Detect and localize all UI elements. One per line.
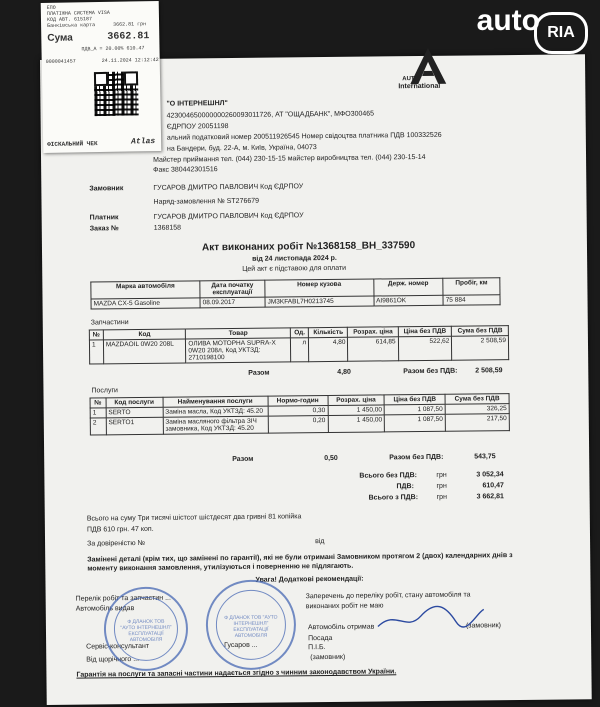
logo-line1: AUTO [402, 76, 420, 83]
parts-cell: ОЛИВА МОТОРНА SUPRA-X 0W20 208л, Код УКТЗД: 2710198100 [186, 338, 291, 363]
car-cell: MAZDA CX-5 Gasoline [91, 298, 200, 309]
worn-parts-label: Від щорічного ... [86, 655, 140, 664]
services-cell: SERTO1 [106, 417, 163, 435]
car-header-cell: Пробіг, км [443, 278, 500, 296]
services-cell: 1 087,50 [385, 414, 446, 432]
parts-cell: 2 508,59 [452, 336, 509, 361]
parts-cell: 4,80 [309, 337, 349, 361]
qr-code-icon [94, 71, 139, 116]
parts-header-cell: Товар [186, 328, 291, 339]
pib-label: П.І.Б. [308, 644, 326, 652]
footer-right-line1: Заперечень до переліку робіт, стану автомобіля та [305, 591, 471, 601]
company-stamp: Ф ДЛАНОК ТОВ "АУТО ІНТЕРНЕШНЛ" ЕКСПЛУАТАЦІЇ АВТОМОБІЛЯ [205, 579, 296, 670]
total-with-vat-value: 3 662,81 [476, 493, 504, 501]
services-table [90, 393, 510, 435]
services-cell: 1 [90, 408, 106, 418]
proxy-label: За довіреністю № [87, 539, 146, 548]
company-edrpou: ЄДРПОУ 20051198 [166, 123, 229, 131]
parts-total-qty: 4,80 [337, 368, 351, 376]
parts-total-sum-label: Разом без ПДВ: [403, 367, 458, 376]
parts-cell: 1 [89, 340, 103, 364]
services-header-cell: Розрах. ціна [328, 395, 385, 406]
return-note: Замінені деталі (крім тих, що замінені по гарантії), які не були отримані Замовником протягом 2 (двох) календарних днів з моменту виконання замовлення, утилізуються і поверненню не підлягають. [87, 552, 513, 573]
company-account: 423004650000000260093011726, АТ "ОЩАДБАНК", МФО300465 [166, 110, 375, 120]
car-cell: JM3KFABL7H0213745 [265, 296, 374, 307]
car-header-cell: Марка автомобіля [91, 281, 200, 299]
services-cell: 0,30 [268, 406, 328, 417]
total-label: Всього без ПДВ: [359, 472, 418, 480]
parts-cell: MAZDAOIL 0W20 208L [103, 339, 186, 364]
payer-label: Платник [89, 214, 119, 222]
table-row [89, 336, 508, 364]
act-subtitle: Цей акт є підставою для оплати [242, 264, 347, 273]
car-table [90, 277, 500, 309]
services-cell: 326,25 [445, 404, 509, 415]
services-section-label: Послуги [91, 387, 118, 395]
parts-cell: 614,85 [348, 337, 398, 362]
vat-currency: грн [436, 482, 447, 490]
services-total-qty: 0,50 [324, 454, 338, 463]
total-value: 3 052,34 [476, 471, 504, 479]
receipt-vat: ПДВ_А = 20.00% 610.47 [81, 45, 145, 53]
receipt-datetime: 24.11.2024 12:12:42 [101, 56, 159, 64]
car-cell: 75 884 [443, 295, 500, 306]
services-cell: 217,50 [445, 414, 509, 432]
parts-table [89, 325, 509, 364]
guarantee-note: Гарантія на послуги та запасні частини надається згідно з чинним законодавством України. [76, 668, 397, 679]
receipt-line: ПЛАТІЖНА СИСТЕМА VISA [46, 9, 110, 17]
act-date: від 24 листопада 2024 р. [252, 254, 337, 263]
receipt-card-amount: 3662.81 грн [113, 21, 147, 28]
services-header-cell: Сума без ПДВ [445, 394, 509, 405]
car-header-cell: Дата початку експлуатації [200, 280, 265, 298]
receipt-brand: Atlas [131, 137, 156, 147]
parts-header-cell: Кількість [309, 327, 348, 337]
services-cell: 1 450,00 [328, 415, 385, 433]
services-cell: 1 087,50 [384, 404, 445, 415]
total-currency: грн [436, 471, 447, 479]
parts-header-cell: № [89, 330, 103, 340]
services-header-cell: № [90, 398, 106, 408]
company-tax: альний податковий номер 200511926545 Номер свідоцтва платника ПДВ 100332526 [166, 131, 442, 142]
logo-line2: International [398, 82, 441, 91]
services-cell: Заміна масла, Код УКТЗД: 45.20 [163, 406, 268, 417]
services-cell: Заміна масляного фільтра ЗІЧ замовника, Код УКТЗД: 45.20 [163, 416, 268, 434]
services-total-label: Разом [232, 455, 254, 464]
received-label: Автомобіль отримав [307, 623, 375, 632]
car-cell: AI9861OK [374, 295, 444, 306]
proxy-from: від [315, 538, 325, 546]
services-header-cell: Код послуги [106, 397, 163, 408]
services-cell: 2 [90, 418, 106, 435]
company-address: на Бандери, буд. 22-А, м. Київ, Україна, 04073 [166, 144, 317, 153]
order-number: Наряд-замовлення № ST276679 [153, 197, 260, 206]
car-cell: 08.09.2017 [200, 297, 265, 308]
consultant-name: Гусаров ... [224, 641, 258, 650]
vat-value: 610,47 [482, 482, 504, 490]
order-no-label: Заказ № [89, 225, 119, 233]
ria-logo-badge: RIA [534, 12, 588, 54]
vat-in-words: ПДВ 610 грн. 47 коп. [86, 525, 154, 534]
company-phones: Майстер приймання тел. (044) 230-15-15 майстер виробництва тел. (044) 230-15-14 [153, 153, 426, 164]
customer-value: ГУСАРОВ ДМИТРО ПАВЛОВИЧ Код ЄДРПОУ [153, 183, 304, 192]
services-cell: 1 450,00 [328, 405, 385, 416]
payer-value: ГУСАРОВ ДМИТРО ПАВЛОВИЧ Код ЄДРПОУ [153, 212, 304, 221]
services-cell: 0,20 [268, 416, 328, 434]
services-header-cell: Найменування послуги [163, 396, 268, 407]
parts-total-label: Разом [248, 369, 270, 377]
services-header-cell: Ціна без ПДВ [384, 394, 445, 405]
receipt-sum-label: Сума [47, 32, 73, 44]
act-title: Акт виконаних робіт №1368158_ВН_337590 [201, 240, 416, 254]
receipt-sum-value: 3662.81 [107, 31, 150, 43]
order-no-value: 1368158 [153, 224, 182, 232]
parts-cell: 522,62 [398, 336, 452, 361]
footer-right-line2: виконаних робіт не маю [305, 602, 384, 611]
parts-total-sum: 2 508,59 [475, 367, 503, 375]
parts-cell: л [291, 338, 309, 362]
parts-header-cell: Ціна без ПДВ [398, 326, 452, 337]
parts-header-cell: Код [103, 329, 186, 340]
position-label: Посада [308, 634, 333, 643]
parts-section-label: Запчастини [90, 319, 129, 327]
car-header-cell: Держ. номер [373, 278, 443, 296]
services-total-sum-label: Разом без ПДВ: [389, 453, 444, 462]
autoria-logo-text: auto [476, 4, 540, 37]
services-cell: SERTO [106, 407, 163, 418]
company-name: "О ІНТЕРНЕШНЛ" [166, 100, 228, 108]
receipt-number: 0000041457 [45, 58, 76, 65]
total-with-vat-currency: грн [436, 493, 447, 501]
receipt-fiscal-label: ФІСКАЛЬНИЙ ЧЕК [47, 140, 98, 148]
customer-label: Замовник [89, 185, 124, 193]
signature-icon [376, 603, 486, 634]
customer-tag: (замовник) [465, 622, 502, 630]
services-total-sum: 543,75 [474, 453, 496, 461]
company-stamp: Ф ДЛАНОК ТОВ "АУТО ІНТЕРНЕШНЛ" ЕКСПЛУАТАЦІЇ АВТОМОБІЛЯ [104, 586, 189, 671]
receipt-line: Банківська карта [47, 22, 96, 29]
vat-label: ПДВ: [396, 483, 414, 491]
parts-header-cell: Од. [291, 328, 309, 338]
services-header-cell: Нормо-годин [268, 396, 328, 407]
company-fax: Факс 380442301516 [153, 166, 218, 174]
receipt-line: КОД АВТ. 615187 [46, 16, 93, 23]
car-header-cell: Номер кузова [265, 279, 374, 297]
total-with-vat-label: Всього з ПДВ: [368, 494, 419, 502]
table-row [90, 414, 509, 435]
customer-tag-2: (замовник) [310, 653, 346, 662]
parts-header-cell: Розрах. ціна [348, 327, 398, 338]
fiscal-receipt [41, 1, 162, 153]
attention-label: Увага! Додаткові рекомендації: [255, 575, 364, 584]
service-consultant-label: Сервіс-консультант [86, 642, 150, 651]
footer-left-line1: Перелік робіт та запчастин ... [75, 594, 171, 603]
footer-left-line2: Автомобіль видав [75, 605, 135, 613]
work-act-document [40, 54, 592, 705]
parts-header-cell: Сума без ПДВ [452, 326, 509, 337]
sum-in-words: Всього на суму Три тисячі шістсот шістдесят два гривні 81 копійка [86, 513, 302, 523]
receipt-line: ЕПО [46, 4, 56, 11]
